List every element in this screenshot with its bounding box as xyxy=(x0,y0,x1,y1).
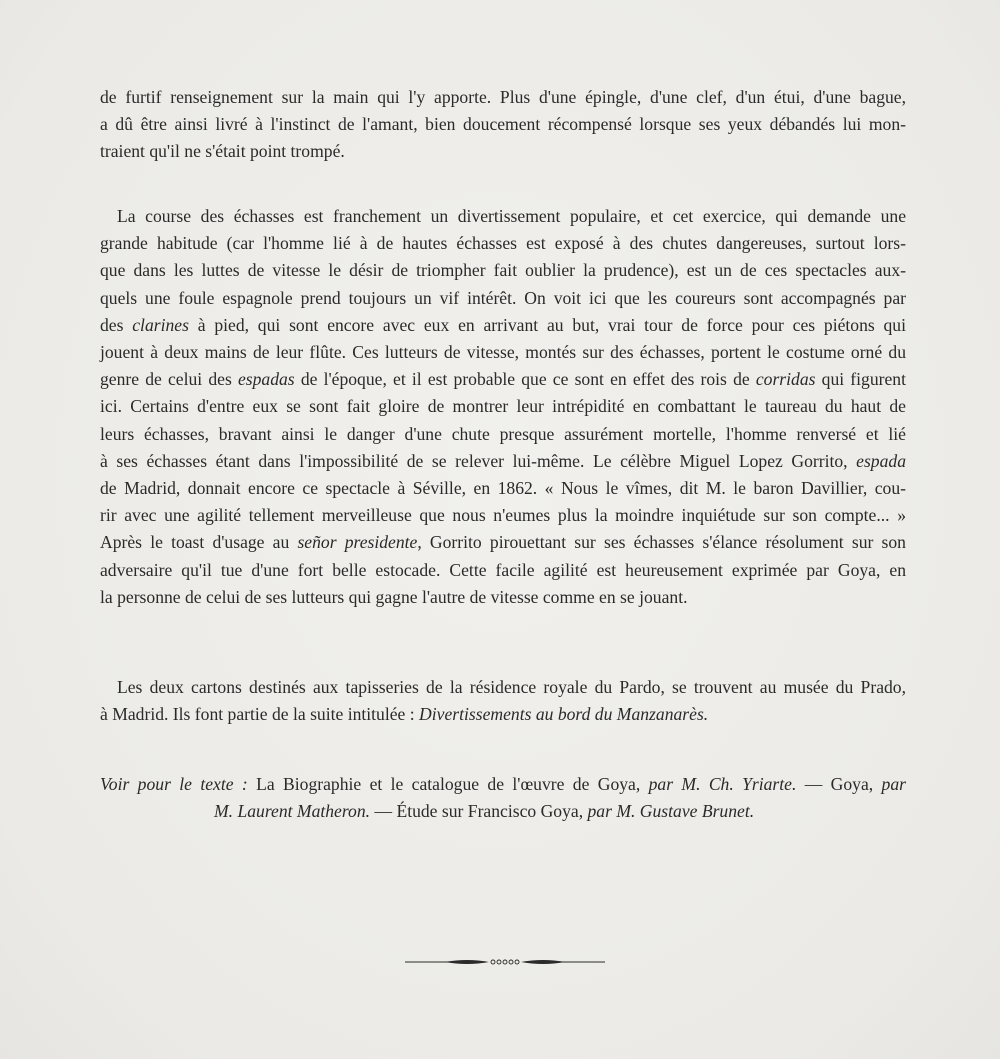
text-line: la personne de celui de ses lutteurs qui gagne l'autre de vitesse comme en se jouant. xyxy=(100,586,688,607)
text-run: à pied, qui sont encore avec eux en arrivant au but, vrai tour de force pour ces piétons qui xyxy=(188,314,906,335)
sources-line-2 xyxy=(100,798,906,825)
text-run: genre de celui des xyxy=(100,369,238,390)
sources-author: par xyxy=(881,774,906,794)
text-line: de Madrid, donnait encore ce spectacle à Séville, en 1862. « Nous le vîmes, dit M. le baron Davillier, cou- xyxy=(100,478,906,499)
text-line: adversaire qu'il tue d'une fort belle estocade. Cette facile agilité est heureusement exprimée par Goya, en xyxy=(100,559,906,580)
text-line: grande habitude (car l'homme lié à de hautes échasses est exposé à des chutes dangereuses, surtout lors- xyxy=(100,233,906,254)
text-line: leurs échasses, bravant ainsi le danger d'une chute presque assurément mortelle, l'homme renversé et lié xyxy=(100,423,906,444)
text-run: des xyxy=(100,314,133,335)
text-line: traient qu'il ne s'était point trompé. xyxy=(100,141,345,162)
text-run: à Madrid. Ils font partie de la suite intitulée : xyxy=(100,704,420,725)
text-line xyxy=(100,529,906,556)
italic-term: clarines xyxy=(132,314,189,335)
text-line: que dans les luttes de vitesse le désir de triompher fait oublier la prudence), est un de ces spectacles aux- xyxy=(100,260,906,281)
text-line: jouent à deux mains de leur flûte. Ces lutteurs de vitesse, montés sur des échasses, portent le costume orné du xyxy=(100,342,906,363)
paragraph-1 xyxy=(100,84,906,166)
sources-text: La Biographie et le catalogue de l'œuvre de Goya, xyxy=(247,774,649,794)
sources-author: M. Laurent Matheron. xyxy=(214,801,371,822)
sources-author: par M. Gustave Brunet. xyxy=(587,801,755,822)
text-line: quels une foule espagnole prend toujours un vif intérêt. On voit ici que les coureurs sont accompagnés par xyxy=(100,287,906,308)
text-line xyxy=(100,448,906,475)
sources-label: Voir pour le texte : xyxy=(100,774,248,794)
italic-term: Divertissements au bord du Manzanarès. xyxy=(419,704,709,725)
text-line: ici. Certains d'entre eux se sont fait gloire de montrer leur intrépidité en combattant le taureau du haut de xyxy=(100,396,906,417)
sources-author: par M. Ch. Yriarte. xyxy=(648,774,797,794)
paragraph-2 xyxy=(100,203,906,611)
sources-note xyxy=(100,771,906,825)
text-line: Les deux cartons destinés aux tapisseries de la résidence royale du Pardo, se trouvent au musée du Prado, xyxy=(117,677,906,697)
text-run: qui figurent xyxy=(815,369,906,390)
italic-term: espadas xyxy=(237,369,295,390)
text-line xyxy=(100,312,906,339)
sources-line-1 xyxy=(100,771,906,798)
text-line: La course des échasses est franchement un divertissement populaire, et cet exercice, qui demande une xyxy=(117,206,906,226)
sources-text: — Goya, xyxy=(796,774,882,794)
text-run: de l'époque, et il est probable que ce sont en effet des rois de xyxy=(294,369,756,390)
tail-piece-ornament xyxy=(405,955,605,969)
text-line xyxy=(100,701,906,728)
italic-term: señor presidente xyxy=(297,532,418,553)
italic-term: corridas xyxy=(755,369,816,390)
paragraph-3 xyxy=(100,674,906,728)
sources-text: — Étude sur Francisco Goya, xyxy=(370,801,588,822)
text-line xyxy=(100,366,906,393)
text-line: de furtif renseignement sur la main qui l'y apporte. Plus d'une épingle, d'une clef, d'un étui, d'une bague, xyxy=(100,87,906,107)
text-run: , Gorrito pirouettant sur ses échasses s'élance résolument sur son xyxy=(417,532,906,553)
text-line: a dû être ainsi livré à l'instinct de l'amant, bien doucement récompensé lorsque ses yeux débandés lui mon- xyxy=(100,114,906,135)
text-run: Après le toast d'usage au xyxy=(100,532,298,553)
italic-term: espada xyxy=(856,450,906,471)
text-line: rir avec une agilité tellement merveilleuse que nous n'eumes plus la moindre inquiétude sur son compte... » xyxy=(100,505,906,526)
text-run: à ses échasses étant dans l'impossibilité de se relever lui-même. Le célèbre Miguel Lopez Gorrito, xyxy=(100,450,857,471)
